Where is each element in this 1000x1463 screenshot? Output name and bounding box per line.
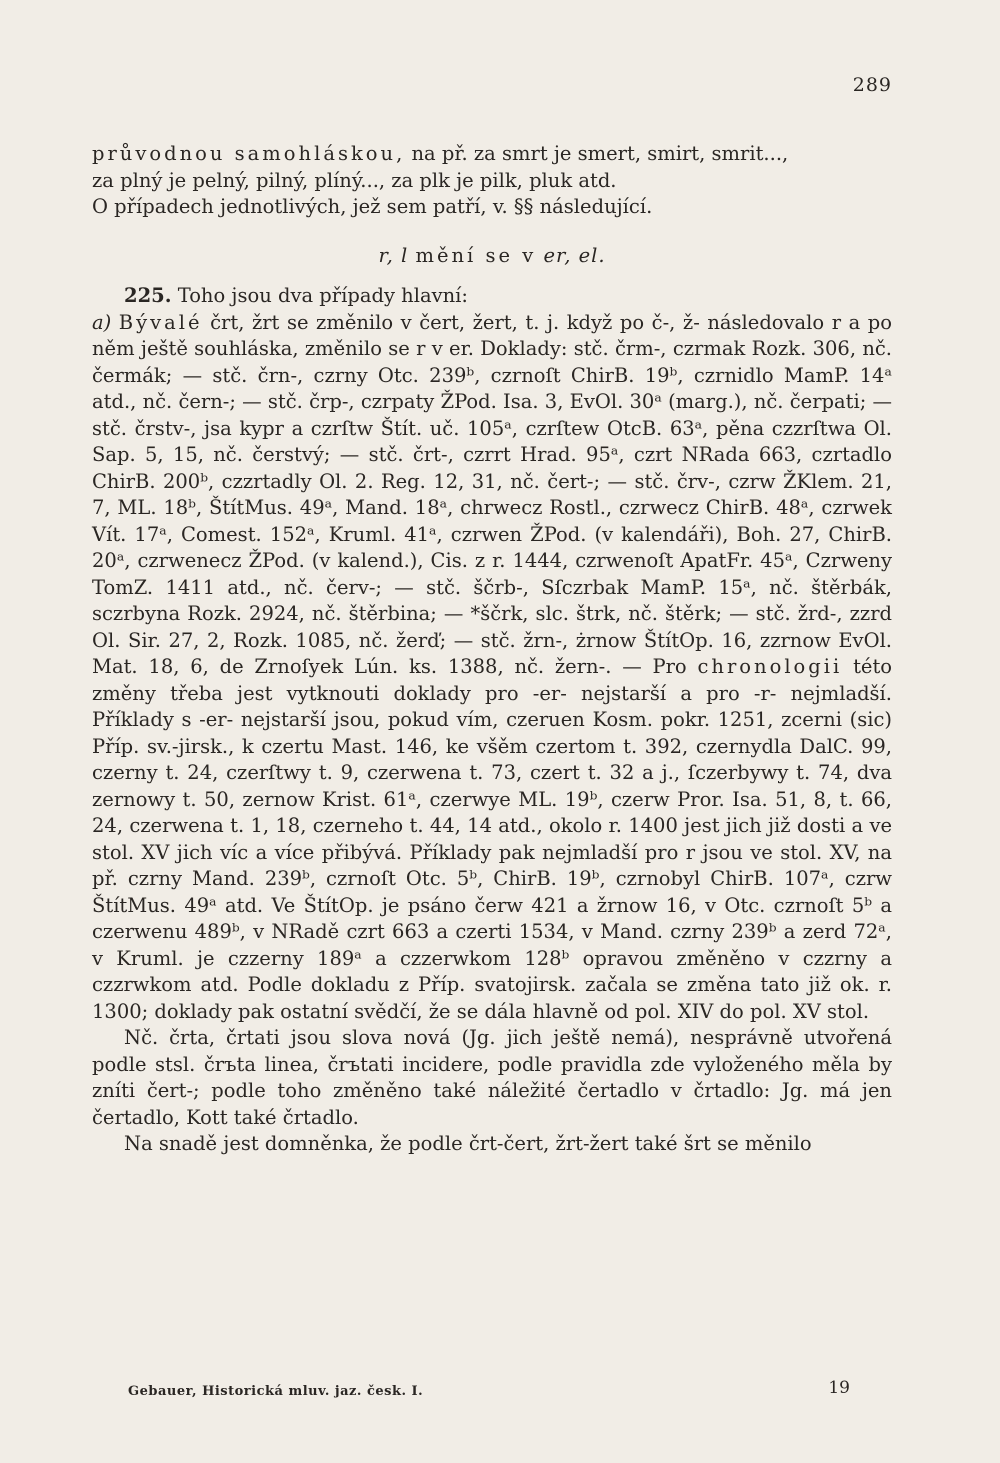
- section-heading: [92, 243, 892, 270]
- paragraph-2: Nč. črta, črtati jsou slova nová (Jg. jich ještě nemá), nesprávně utvořená podle stsl. črъta linea, črъtati incidere, podle pravidla zde vyloženého měla by zníti čert-; podle toho změněno také náležité čertadlo v črtadlo: Jg. má jen čertadlo, Kott také črtadlo.: [92, 1026, 892, 1129]
- heading-suffix: er, el.: [543, 243, 606, 267]
- footer-sheet-number: 19: [828, 1378, 850, 1398]
- intro-line2: za plný je pelný, pilný, plíný..., za plk je pilk, pluk atd.: [92, 168, 617, 192]
- text-block: [92, 141, 892, 1158]
- paragraph-3: Na snadě jest domněnka, že podle črt-čert, žrt-žert také šrt se měnilo: [124, 1132, 812, 1155]
- chrono-body: této změny třeba jest vytknouti doklady pro -er- nejstarší a pro -r- nejmladší. Příklady s -er- nejstarší jsou, pokud vím, czeruen Kosm. pokr. 1251, zcerni (sic) Příp. sv.-jirsk., k czertu Mast. 146, ke všěm czertom t. 392, czernydla DalC. 99, czerny t. 24, czerſtwy t. 9, czerwena t. 73, czert t. 32 a j., ſczerbywy t. 74, dva zernowy t. 50, zernow Krist. 61ᵃ, czerwye ML. 19ᵇ, czerw Pror. Isa. 51, 8, t. 66, 24, czerwena t. 1, 18, czerneho t. 44, 14 atd., okolo r. 1400 jest jich již dosti a ve stol. XV jich víc a více přibývá. Příklady pak nejmladší pro r jsou ve stol. XV, na př. czrny Mand. 239ᵇ, czrnoſt Otc. 5ᵇ, ChirB. 19ᵇ, czrnobyl ChirB. 107ᵃ, czrw ŠtítMus. 49ᵃ atd. Ve ŠtítOp. je psáno čerw 421 a žrnow 16, v Otc. czrnoſt 5ᵇ a czerwenu 489ᵇ, v NRadě czrt 663 a czerti 1534, v Mand. czrny 239ᵇ a zerd 72ᵃ, v Kruml. je czzerny 189ᵃ a czzerwkom 128ᵇ opravou změněno v czzrny a czzrwkom atd. Podle dokladu z Příp. svatojirsk. začala se změna tato již ok. r. 1300; doklady pak ostatní svědčí, že se dála hlavně od pol. XIV do pol. XV stol.: [92, 655, 893, 1023]
- intro-line1-spaced: průvodnou samohláskou,: [92, 142, 406, 165]
- page-number: 289: [852, 74, 892, 96]
- section-body: črt, žrt se změnilo v čert, žert, t. j. když po č-, ž- následovalo r a po něm ještě souhláska, změnilo se r v er. Doklady: stč. črm-, czrmak Rozk. 306, nč. čermák; — stč. črn-, czrny Otc. 239ᵇ, czrnoſt ChirB. 19ᵇ, czrnidlo MamP. 14ᵃ atd., nč. čern-; — stč. črp-, czrpaty ŽPod. Isa. 3, EvOl. 30ᵃ (marg.), nč. čerpati; — stč. črstv-, jsa kypr a czrſtw Štít. uč. 105ᵃ, czrſtew OtcB. 63ᵃ, pěna czzrſtwa Ol. Sap. 5, 15, nč. čerstvý; — stč. črt-, czrrt Hrad. 95ᵃ, czrt NRada 663, czrtadlo ChirB. 200ᵇ, czzrtadly Ol. 2. Reg. 12, 31, nč. čert-; — stč. črv-, czrw ŽKlem. 21, 7, ML. 18ᵇ, ŠtítMus. 49ᵃ, Mand. 18ᵃ, chrwecz Rostl., czrwecz ChirB. 48ᵃ, czrwek Vít. 17ᵃ, Comest. 152ᵃ, Kruml. 41ᵃ, czrwen ŽPod. (v kalendáři), Boh. 27, ChirB. 20ᵃ, czrwenecz ŽPod. (v kalend.), Cis. z r. 1444, czrwenoſt ApatFr. 45ᵃ, Czrweny TomZ. 1411 atd., nč. červ-; — stč. ščrb-, Sſczrbak MamP. 15ᵃ, nč. štěrbák, sczrbyna Rozk. 2924, nč. štěrbina; — *ščrk, slc. štrk, nč. štěrk; — stč. žrd-, zzrd Ol. Sir. 27, 2, Rozk. 1085, nč. žerď; — stč. žrn-, żrnow ŠtítOp. 16, zzrnow EvOl. Mat. 18, 6, de Zrnoſyek Lún. ks. 1388, nč. žern-.: [92, 310, 893, 678]
- heading-prefix: r, l: [378, 243, 409, 267]
- chrono-lead: — Pro: [622, 655, 687, 678]
- section-225: [92, 283, 892, 1025]
- intro-paragraph: [92, 141, 892, 221]
- section-lead: Toho jsou dva případy hlavní:: [177, 284, 468, 307]
- footer-signature: Gebauer, Historická mluv. jaz. česk. I.: [128, 1384, 424, 1399]
- label-a: a): [92, 310, 112, 334]
- chrono-spaced: chronologii: [697, 655, 843, 678]
- section-number: 225.: [124, 284, 172, 307]
- intro-line1-rest: na př. za smrt je smert, smirt, smrit...,: [411, 142, 789, 165]
- spaced-word: Bývalé: [118, 310, 203, 334]
- intro-line3: O případech jednotlivých, jež sem patří, v. §§ následující.: [92, 195, 653, 218]
- heading-middle: mění se v: [415, 243, 537, 267]
